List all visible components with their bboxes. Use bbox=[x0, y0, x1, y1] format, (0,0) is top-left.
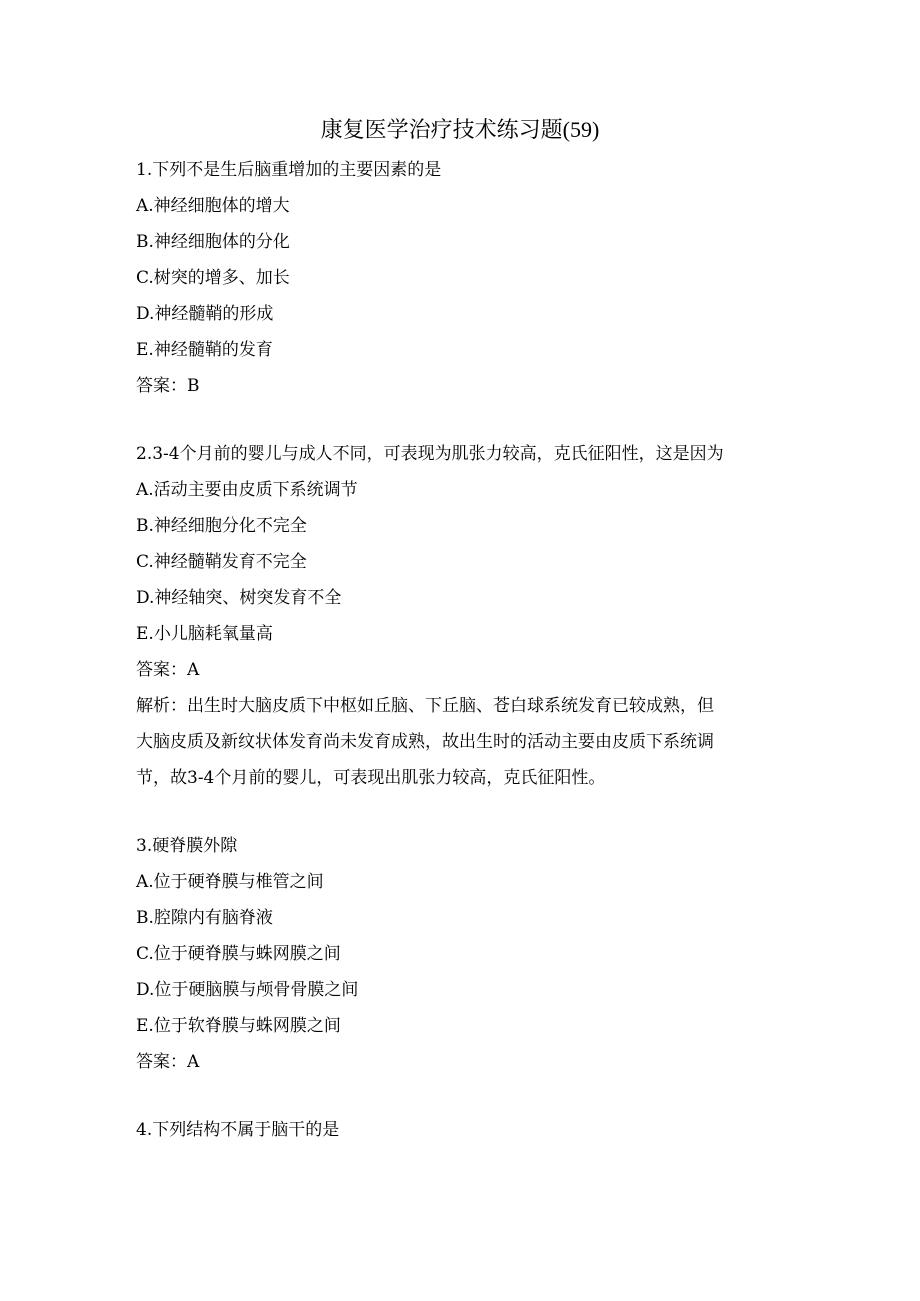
option-a: A.位于硬脊膜与椎管之间 bbox=[136, 872, 324, 892]
question-stem: 2.3-4个月前的婴儿与成人不同，可表现为肌张力较高，克氏征阳性，这是因为 bbox=[136, 444, 724, 464]
option-e: E.位于软脊膜与蛛网膜之间 bbox=[136, 1016, 341, 1036]
question-stem: 1.下列不是生后脑重增加的主要因素的是 bbox=[136, 160, 442, 180]
analysis-line: 大脑皮质及新纹状体发育尚未发育成熟，故出生时的活动主要由皮质下系统调 bbox=[136, 732, 714, 752]
question-stem: 4.下列结构不属于脑干的是 bbox=[136, 1120, 340, 1140]
question-1 bbox=[136, 152, 786, 404]
answer: 答案：A bbox=[136, 1052, 200, 1072]
option-b: B.神经细胞体的分化 bbox=[136, 232, 290, 252]
spacer bbox=[136, 1080, 786, 1112]
spacer bbox=[136, 796, 786, 828]
question-stem: 3.硬脊膜外隙 bbox=[136, 836, 238, 856]
option-d: D.神经髓鞘的形成 bbox=[136, 304, 274, 324]
option-e: E.小儿脑耗氧量高 bbox=[136, 624, 273, 644]
option-d: D.神经轴突、树突发育不全 bbox=[136, 588, 342, 608]
spacer bbox=[136, 404, 786, 436]
option-c: C.神经髓鞘发育不完全 bbox=[136, 552, 307, 572]
option-c: C.树突的增多、加长 bbox=[136, 268, 290, 288]
question-2 bbox=[136, 436, 786, 796]
option-c: C.位于硬脊膜与蛛网膜之间 bbox=[136, 944, 341, 964]
answer: 答案：A bbox=[136, 660, 200, 680]
question-list bbox=[136, 152, 786, 1148]
answer: 答案：B bbox=[136, 376, 200, 396]
option-b: B.神经细胞分化不完全 bbox=[136, 516, 307, 536]
option-b: B.腔隙内有脑脊液 bbox=[136, 908, 273, 928]
option-d: D.位于硬脑膜与颅骨骨膜之间 bbox=[136, 980, 359, 1000]
question-4 bbox=[136, 1112, 786, 1148]
page-title: 康复医学治疗技术练习题(59) bbox=[320, 117, 600, 142]
analysis-line: 节，故3-4个月前的婴儿，可表现出肌张力较高，克氏征阳性。 bbox=[136, 768, 606, 788]
option-a: A.神经细胞体的增大 bbox=[136, 196, 290, 216]
option-e: E.神经髓鞘的发育 bbox=[136, 340, 273, 360]
question-3 bbox=[136, 828, 786, 1080]
option-a: A.活动主要由皮质下系统调节 bbox=[136, 480, 358, 500]
analysis-line: 解析：出生时大脑皮质下中枢如丘脑、下丘脑、苍白球系统发育已较成熟，但 bbox=[136, 696, 714, 716]
